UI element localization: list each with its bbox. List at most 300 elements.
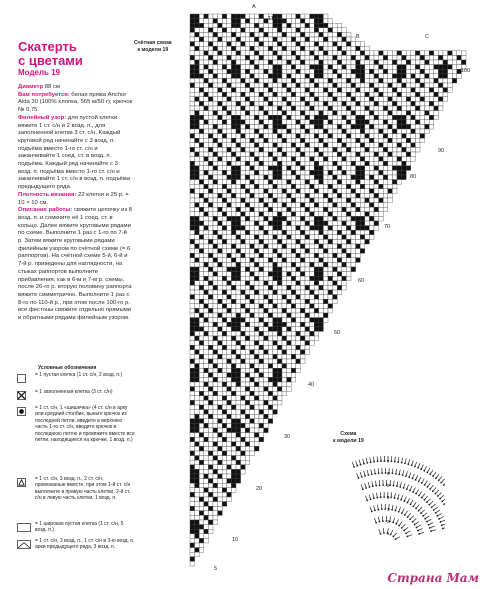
empty-cell bbox=[282, 341, 287, 346]
empty-cell bbox=[222, 364, 227, 369]
empty-cell bbox=[296, 207, 301, 212]
empty-cell bbox=[241, 469, 246, 474]
empty-cell bbox=[199, 281, 204, 286]
filled-cell bbox=[199, 74, 204, 79]
filled-cell bbox=[277, 166, 282, 171]
empty-cell bbox=[411, 55, 416, 60]
empty-cell bbox=[300, 42, 305, 47]
empty-cell bbox=[213, 511, 218, 516]
filled-cell bbox=[208, 451, 213, 456]
filled-cell bbox=[250, 391, 255, 396]
empty-cell bbox=[328, 69, 333, 74]
filled-cell bbox=[231, 267, 236, 272]
empty-cell bbox=[314, 32, 319, 37]
filled-cell bbox=[448, 51, 453, 56]
empty-cell bbox=[259, 414, 264, 419]
empty-cell bbox=[254, 295, 259, 300]
empty-cell bbox=[213, 368, 218, 373]
filled-cell bbox=[222, 488, 227, 493]
empty-cell bbox=[208, 318, 213, 323]
chain-stitch bbox=[441, 524, 443, 526]
empty-cell bbox=[236, 111, 241, 116]
chain-stitch bbox=[418, 533, 420, 535]
filled-cell bbox=[300, 230, 305, 235]
empty-cell bbox=[337, 129, 342, 134]
filled-cell bbox=[411, 74, 416, 79]
filled-cell bbox=[190, 267, 195, 272]
empty-cell bbox=[195, 506, 200, 511]
filled-cell bbox=[296, 345, 301, 350]
empty-cell bbox=[195, 92, 200, 97]
empty-cell bbox=[282, 147, 287, 152]
empty-cell bbox=[342, 244, 347, 249]
filled-cell bbox=[190, 115, 195, 120]
filled-cell bbox=[365, 161, 370, 166]
empty-cell bbox=[259, 258, 264, 263]
empty-cell bbox=[425, 55, 430, 60]
empty-cell bbox=[328, 111, 333, 116]
empty-cell bbox=[259, 336, 264, 341]
empty-cell bbox=[356, 97, 361, 102]
empty-cell bbox=[305, 244, 310, 249]
filled-cell bbox=[282, 83, 287, 88]
empty-cell bbox=[208, 354, 213, 359]
empty-cell bbox=[222, 138, 227, 143]
empty-cell bbox=[245, 120, 250, 125]
empty-cell bbox=[245, 446, 250, 451]
empty-cell bbox=[346, 267, 351, 272]
filled-cell bbox=[245, 322, 250, 327]
empty-cell bbox=[250, 253, 255, 258]
empty-cell bbox=[438, 88, 443, 93]
filled-cell bbox=[425, 60, 430, 65]
empty-cell bbox=[411, 78, 416, 83]
filled-cell bbox=[222, 396, 227, 401]
empty-cell bbox=[254, 32, 259, 37]
empty-cell bbox=[346, 143, 351, 148]
filled-cell bbox=[218, 354, 223, 359]
empty-cell bbox=[268, 235, 273, 240]
empty-cell bbox=[195, 253, 200, 258]
empty-cell bbox=[227, 249, 232, 254]
filled-cell bbox=[195, 244, 200, 249]
filled-cell bbox=[360, 170, 365, 175]
empty-cell bbox=[199, 78, 204, 83]
filled-cell bbox=[277, 239, 282, 244]
empty-cell bbox=[245, 331, 250, 336]
empty-cell bbox=[342, 285, 347, 290]
empty-cell bbox=[314, 180, 319, 185]
filled-cell bbox=[379, 51, 384, 56]
chain-stitch bbox=[381, 472, 383, 474]
filled-cell bbox=[420, 83, 425, 88]
empty-cell bbox=[254, 281, 259, 286]
empty-cell bbox=[259, 83, 264, 88]
empty-cell bbox=[282, 331, 287, 336]
empty-cell bbox=[443, 97, 448, 102]
empty-cell bbox=[305, 51, 310, 56]
empty-cell bbox=[245, 23, 250, 28]
filled-cell bbox=[300, 203, 305, 208]
empty-cell bbox=[323, 46, 328, 51]
empty-cell bbox=[204, 138, 209, 143]
empty-cell bbox=[250, 414, 255, 419]
empty-cell bbox=[204, 479, 209, 484]
empty-cell bbox=[245, 285, 250, 290]
empty-cell bbox=[379, 111, 384, 116]
empty-cell bbox=[213, 345, 218, 350]
filled-cell bbox=[314, 120, 319, 125]
empty-cell bbox=[291, 124, 296, 129]
circular-diagram bbox=[335, 445, 445, 560]
filled-cell bbox=[346, 239, 351, 244]
filled-cell bbox=[254, 115, 259, 120]
chain-stitch bbox=[397, 498, 399, 500]
empty-cell bbox=[268, 51, 273, 56]
filled-cell bbox=[383, 120, 388, 125]
filled-cell bbox=[268, 152, 273, 157]
filled-cell bbox=[199, 193, 204, 198]
empty-cell bbox=[310, 111, 315, 116]
empty-cell bbox=[208, 313, 213, 318]
empty-cell bbox=[282, 267, 287, 272]
filled-cell bbox=[218, 101, 223, 106]
empty-cell bbox=[323, 267, 328, 272]
empty-cell bbox=[218, 216, 223, 221]
empty-cell bbox=[333, 143, 338, 148]
empty-cell bbox=[259, 170, 264, 175]
empty-cell bbox=[218, 111, 223, 116]
empty-cell bbox=[250, 147, 255, 152]
filled-cell bbox=[195, 327, 200, 332]
filled-cell bbox=[296, 175, 301, 180]
empty-cell bbox=[296, 336, 301, 341]
empty-cell bbox=[213, 193, 218, 198]
empty-cell bbox=[296, 193, 301, 198]
empty-cell bbox=[310, 60, 315, 65]
empty-cell bbox=[337, 184, 342, 189]
empty-cell bbox=[222, 152, 227, 157]
empty-cell bbox=[420, 124, 425, 129]
filled-cell bbox=[231, 474, 236, 479]
empty-cell bbox=[213, 419, 218, 424]
empty-cell bbox=[356, 157, 361, 162]
filled-cell bbox=[319, 14, 324, 19]
filled-cell bbox=[287, 166, 292, 171]
empty-cell bbox=[231, 465, 236, 470]
filled-cell bbox=[383, 147, 388, 152]
filled-cell bbox=[195, 23, 200, 28]
filled-cell bbox=[310, 157, 315, 162]
empty-cell bbox=[199, 465, 204, 470]
empty-cell bbox=[190, 88, 195, 93]
empty-cell bbox=[282, 304, 287, 309]
empty-cell bbox=[213, 189, 218, 194]
empty-cell bbox=[204, 69, 209, 74]
empty-cell bbox=[282, 42, 287, 47]
filled-cell bbox=[204, 65, 209, 70]
filled-cell bbox=[259, 55, 264, 60]
empty-cell bbox=[337, 175, 342, 180]
empty-cell bbox=[333, 258, 338, 263]
empty-cell bbox=[259, 244, 264, 249]
empty-cell bbox=[277, 400, 282, 405]
empty-cell bbox=[296, 327, 301, 332]
empty-cell bbox=[208, 428, 213, 433]
empty-cell bbox=[208, 529, 213, 534]
empty-cell bbox=[259, 152, 264, 157]
filled-cell bbox=[231, 120, 236, 125]
empty-cell bbox=[360, 46, 365, 51]
empty-cell bbox=[195, 285, 200, 290]
filled-cell bbox=[346, 198, 351, 203]
empty-cell bbox=[296, 249, 301, 254]
filled-cell bbox=[296, 226, 301, 231]
empty-cell bbox=[218, 166, 223, 171]
empty-cell bbox=[199, 290, 204, 295]
empty-cell bbox=[291, 161, 296, 166]
empty-cell bbox=[213, 170, 218, 175]
filled-cell bbox=[277, 65, 282, 70]
chain-stitch bbox=[424, 499, 426, 501]
empty-cell bbox=[204, 74, 209, 79]
empty-cell bbox=[264, 180, 269, 185]
filled-cell bbox=[241, 451, 246, 456]
empty-cell bbox=[227, 483, 232, 488]
filled-cell bbox=[236, 423, 241, 428]
empty-cell bbox=[199, 396, 204, 401]
empty-cell bbox=[250, 423, 255, 428]
chain-stitch bbox=[393, 485, 395, 487]
filled-cell bbox=[337, 124, 342, 129]
empty-cell bbox=[227, 437, 232, 442]
legend-text: = 1 пустая клетка (1 ст. с/н, 2 возд. п.) bbox=[35, 372, 123, 378]
empty-cell bbox=[250, 37, 255, 42]
filled-cell bbox=[208, 28, 213, 33]
empty-cell bbox=[245, 147, 250, 152]
empty-cell bbox=[222, 101, 227, 106]
filled-cell bbox=[310, 276, 315, 281]
empty-cell bbox=[190, 235, 195, 240]
filled-cell bbox=[227, 253, 232, 258]
empty-cell bbox=[300, 51, 305, 56]
empty-cell bbox=[296, 88, 301, 93]
empty-cell bbox=[195, 189, 200, 194]
filled-cell bbox=[314, 19, 319, 24]
empty-cell bbox=[291, 101, 296, 106]
empty-cell bbox=[337, 267, 342, 272]
filled-cell bbox=[300, 138, 305, 143]
empty-cell bbox=[406, 134, 411, 139]
filled-cell bbox=[199, 207, 204, 212]
filled-cell bbox=[245, 336, 250, 341]
legend-text: = 1 ст. с/н, 3 возд. п., 1 ст. с/н в 3-ю возд. п. арки предыдущего ряда, 3 возд. п. bbox=[35, 538, 135, 551]
filled-cell bbox=[392, 101, 397, 106]
empty-cell bbox=[245, 42, 250, 47]
filled-cell bbox=[250, 258, 255, 263]
empty-cell bbox=[314, 258, 319, 263]
empty-cell bbox=[227, 405, 232, 410]
empty-cell bbox=[208, 60, 213, 65]
empty-cell bbox=[250, 437, 255, 442]
row-number: 70 bbox=[384, 224, 391, 230]
empty-cell bbox=[351, 198, 356, 203]
filled-cell bbox=[236, 276, 241, 281]
empty-cell bbox=[360, 161, 365, 166]
empty-cell bbox=[406, 161, 411, 166]
empty-cell bbox=[328, 124, 333, 129]
empty-cell bbox=[342, 106, 347, 111]
empty-cell bbox=[254, 331, 259, 336]
empty-cell bbox=[259, 433, 264, 438]
filled-cell bbox=[236, 373, 241, 378]
empty-cell bbox=[379, 216, 384, 221]
empty-cell bbox=[259, 249, 264, 254]
filled-cell bbox=[273, 377, 278, 382]
empty-cell bbox=[323, 184, 328, 189]
empty-cell bbox=[213, 207, 218, 212]
empty-cell bbox=[328, 180, 333, 185]
empty-cell bbox=[259, 382, 264, 387]
filled-cell bbox=[190, 474, 195, 479]
chain-stitch bbox=[376, 497, 378, 499]
empty-cell bbox=[365, 189, 370, 194]
filled-cell bbox=[402, 65, 407, 70]
empty-cell bbox=[227, 157, 232, 162]
filled-cell bbox=[227, 479, 232, 484]
empty-cell bbox=[360, 147, 365, 152]
empty-cell bbox=[264, 419, 269, 424]
filled-cell bbox=[342, 37, 347, 42]
empty-cell bbox=[333, 249, 338, 254]
empty-cell bbox=[337, 111, 342, 116]
empty-cell bbox=[305, 272, 310, 277]
filled-cell bbox=[374, 221, 379, 226]
filled-cell bbox=[328, 120, 333, 125]
filled-cell bbox=[342, 129, 347, 134]
empty-cell bbox=[259, 157, 264, 162]
empty-cell bbox=[282, 166, 287, 171]
empty-cell bbox=[231, 345, 236, 350]
empty-cell bbox=[195, 410, 200, 415]
chain-stitch bbox=[374, 473, 376, 475]
empty-cell bbox=[273, 391, 278, 396]
empty-cell bbox=[397, 138, 402, 143]
chain-stitch bbox=[382, 484, 384, 486]
empty-cell bbox=[208, 207, 213, 212]
empty-cell bbox=[222, 368, 227, 373]
filled-cell bbox=[402, 115, 407, 120]
empty-cell bbox=[199, 483, 204, 488]
empty-cell bbox=[222, 354, 227, 359]
empty-cell bbox=[351, 253, 356, 258]
empty-cell bbox=[323, 203, 328, 208]
empty-cell bbox=[277, 193, 282, 198]
empty-cell bbox=[236, 442, 241, 447]
empty-cell bbox=[314, 111, 319, 116]
empty-cell bbox=[379, 189, 384, 194]
empty-cell bbox=[282, 134, 287, 139]
empty-cell bbox=[227, 313, 232, 318]
empty-cell bbox=[268, 345, 273, 350]
empty-cell bbox=[291, 138, 296, 143]
empty-cell bbox=[268, 28, 273, 33]
filled-cell bbox=[195, 170, 200, 175]
empty-cell bbox=[227, 230, 232, 235]
empty-cell bbox=[351, 152, 356, 157]
empty-cell bbox=[434, 115, 439, 120]
empty-cell bbox=[213, 446, 218, 451]
empty-cell bbox=[195, 161, 200, 166]
empty-cell bbox=[250, 55, 255, 60]
empty-cell bbox=[264, 313, 269, 318]
empty-cell bbox=[356, 230, 361, 235]
filled-cell bbox=[319, 74, 324, 79]
empty-cell bbox=[213, 465, 218, 470]
empty-cell bbox=[218, 492, 223, 497]
filled-cell bbox=[369, 203, 374, 208]
filled-cell bbox=[204, 396, 209, 401]
filled-cell bbox=[273, 267, 278, 272]
empty-cell bbox=[208, 285, 213, 290]
filled-cell bbox=[323, 299, 328, 304]
filled-cell bbox=[351, 203, 356, 208]
filled-cell bbox=[273, 272, 278, 277]
filled-cell bbox=[291, 262, 296, 267]
empty-cell bbox=[346, 129, 351, 134]
empty-cell bbox=[227, 276, 232, 281]
filled-cell bbox=[259, 304, 264, 309]
empty-cell bbox=[365, 111, 370, 116]
filled-cell bbox=[319, 23, 324, 28]
chain-stitch bbox=[383, 532, 385, 534]
empty-cell bbox=[287, 212, 292, 217]
chain-stitch bbox=[417, 530, 419, 532]
filled-cell bbox=[204, 474, 209, 479]
filled-cell bbox=[406, 60, 411, 65]
empty-cell bbox=[254, 120, 259, 125]
empty-cell bbox=[227, 124, 232, 129]
empty-cell bbox=[250, 354, 255, 359]
filled-cell bbox=[277, 19, 282, 24]
chain-stitch bbox=[422, 515, 424, 517]
filled-cell bbox=[282, 203, 287, 208]
filled-cell bbox=[213, 166, 218, 171]
filled-cell bbox=[190, 557, 195, 562]
empty-cell bbox=[204, 534, 209, 539]
filled-cell bbox=[328, 290, 333, 295]
filled-cell bbox=[323, 88, 328, 93]
empty-cell bbox=[287, 106, 292, 111]
empty-cell bbox=[204, 525, 209, 530]
empty-cell bbox=[346, 60, 351, 65]
empty-cell bbox=[222, 272, 227, 277]
filled-cell bbox=[264, 281, 269, 286]
filled-cell bbox=[213, 483, 218, 488]
empty-cell bbox=[296, 129, 301, 134]
filled-cell bbox=[300, 97, 305, 102]
empty-cell bbox=[273, 97, 278, 102]
filled-cell bbox=[222, 410, 227, 415]
filled-cell bbox=[360, 235, 365, 240]
filled-cell bbox=[305, 193, 310, 198]
empty-cell bbox=[268, 290, 273, 295]
empty-cell bbox=[365, 143, 370, 148]
empty-cell bbox=[369, 180, 374, 185]
empty-cell bbox=[199, 198, 204, 203]
filled-cell bbox=[195, 14, 200, 19]
empty-cell bbox=[333, 51, 338, 56]
